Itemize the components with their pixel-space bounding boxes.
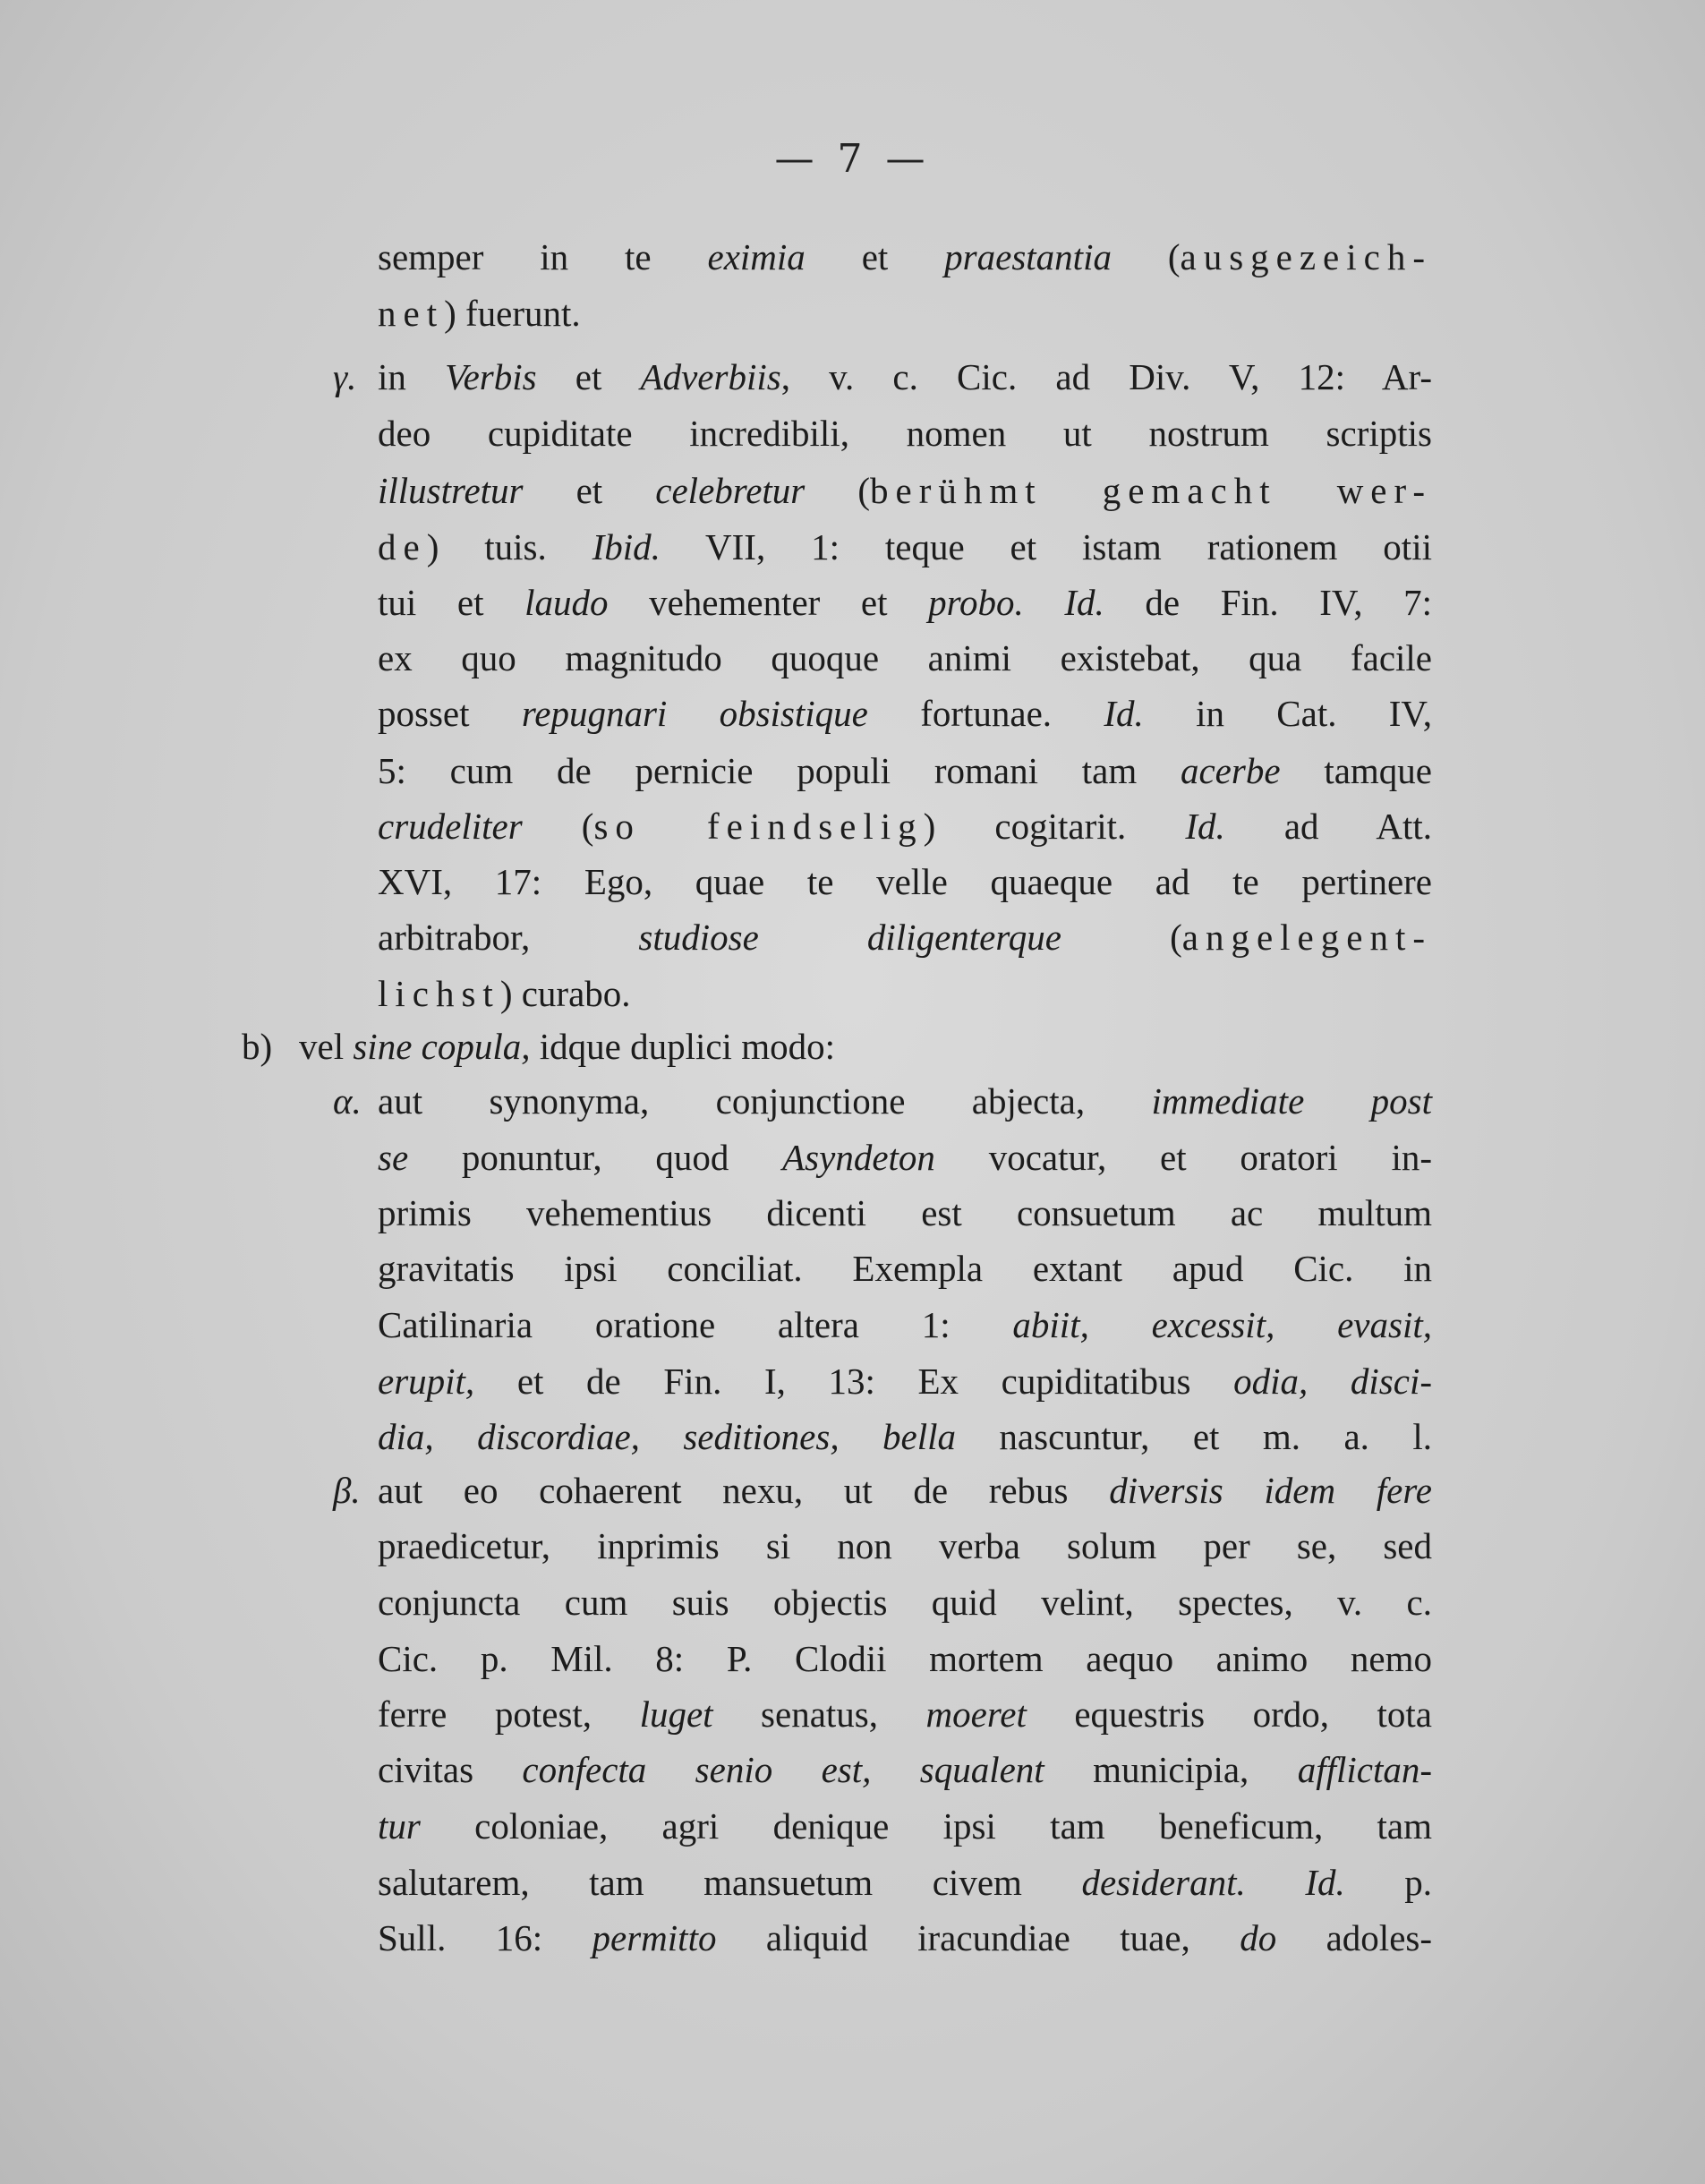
italic-run: crudeliter — [378, 806, 523, 847]
text-run: Catilinaria oratione altera 1: — [378, 1304, 1013, 1345]
page-number: — 7 — — [774, 136, 931, 182]
text-run: et de Fin. I, 13: Ex cupiditatibus — [474, 1361, 1234, 1402]
text-run: salutarem, tam mansuetum civem — [378, 1862, 1082, 1903]
italic-run: Id. — [1064, 582, 1104, 623]
text-run: 5: cum de pernicie populi romani tam — [378, 750, 1181, 791]
text-line — [378, 804, 1432, 849]
text-line — [378, 1747, 1432, 1792]
text-line — [378, 1414, 1432, 1459]
text-line — [378, 1359, 1432, 1403]
italic-run: eximia — [707, 236, 806, 277]
text-line — [378, 1692, 1432, 1736]
text-line — [378, 468, 1432, 513]
text-run: ex quo magnitudo quoque animi existebat, qua facile — [378, 637, 1432, 678]
italic-run: sine copula, — [353, 1026, 531, 1067]
text-run: municipia, — [1044, 1749, 1298, 1790]
italic-run: probo. — [928, 582, 1024, 623]
text-line — [299, 1024, 1432, 1069]
text-run: et — [523, 470, 656, 511]
text-run: equestris ordo, tota — [1026, 1693, 1432, 1735]
italic-run: Asyndeton — [782, 1137, 935, 1178]
text-run: ) cogitarit. — [923, 806, 1186, 847]
text-run: senatus, — [712, 1693, 926, 1735]
italic-run: permitto — [592, 1917, 717, 1958]
text-run: ad Att. — [1224, 806, 1432, 847]
text-line — [378, 859, 1432, 904]
text-line — [378, 915, 1432, 960]
text-line — [378, 1246, 1432, 1291]
text-run: de Fin. IV, 7: — [1104, 582, 1432, 623]
text-run: ) fuerunt. — [444, 293, 581, 334]
text-line — [378, 1636, 1432, 1681]
text-run: vel — [299, 1026, 354, 1067]
item-marker-alpha: α. — [333, 1080, 362, 1122]
text-run: Cic. p. Mil. 8: P. Clodii mortem aequo animo nemo — [378, 1638, 1432, 1679]
text-line — [378, 354, 1432, 399]
spaced-run: de — [378, 526, 427, 567]
spaced-run: ausgezeich- — [1180, 236, 1432, 277]
text-run: primis vehementius dicenti est consuetum ac multum — [378, 1192, 1432, 1233]
text-line — [378, 971, 631, 1016]
text-line — [378, 1079, 1432, 1123]
text-run: in Cat. IV, — [1143, 693, 1433, 734]
text-run: adoles- — [1276, 1917, 1432, 1958]
italic-run: afflictan- — [1297, 1749, 1432, 1790]
italic-run: confecta senio est, squalent — [522, 1749, 1044, 1790]
italic-run: laudo — [524, 582, 609, 623]
italic-run: celebretur — [655, 470, 806, 511]
italic-run: immediate post — [1151, 1080, 1432, 1122]
italic-run: studiose diligenterque — [638, 917, 1061, 958]
spaced-run: lichst — [378, 973, 500, 1014]
text-run: tamque — [1280, 750, 1432, 791]
text-run: ( — [1061, 917, 1182, 958]
text-run: aliquid iracundiae tuae, — [716, 1917, 1240, 1958]
text-run: vocatur, et oratori in- — [934, 1137, 1433, 1178]
text-run: posset — [378, 693, 522, 734]
spaced-run: so feindselig — [593, 806, 924, 847]
text-run: civitas — [378, 1749, 523, 1790]
text-run: idque duplici modo: — [530, 1026, 835, 1067]
text-line — [378, 1190, 1432, 1235]
text-line — [378, 1860, 1432, 1905]
text-run: coloniae, agri denique ipsi tam beneficum, tam — [420, 1805, 1432, 1847]
text-run: p. — [1344, 1862, 1432, 1903]
text-run: deo cupiditate incredibili, nomen ut nostrum scriptis — [378, 413, 1432, 454]
item-marker-b: b) — [242, 1026, 273, 1067]
italic-run: se — [378, 1137, 409, 1178]
text-line — [378, 691, 1432, 736]
italic-run: Id. — [1305, 1862, 1345, 1903]
text-run — [1024, 582, 1065, 623]
text-run: tui et — [378, 582, 525, 623]
spaced-run: berühmt gemacht wer- — [870, 470, 1432, 511]
italic-run: odia, disci- — [1233, 1361, 1432, 1402]
text-run: ( — [805, 470, 870, 511]
italic-run: abiit, excessit, evasit, — [1012, 1304, 1432, 1345]
spaced-run: angelegent- — [1181, 917, 1432, 958]
italic-run: praestantia — [944, 236, 1112, 277]
italic-run: luget — [639, 1693, 713, 1735]
text-run: ponuntur, quod — [408, 1137, 783, 1178]
italic-run: illustretur — [378, 470, 524, 511]
text-run: ( — [522, 806, 594, 847]
text-run: aut eo cohaerent nexu, ut de rebus — [378, 1470, 1110, 1511]
text-run: in — [378, 356, 446, 397]
text-run: VII, 1: teque et istam rationem otii — [660, 526, 1432, 567]
item-marker-beta: β. — [333, 1470, 361, 1511]
text-line — [378, 748, 1432, 793]
italic-run: tur — [378, 1805, 421, 1847]
text-run: arbitrabor, — [378, 917, 639, 958]
text-run: gravitatis ipsi conciliat. Exempla extant apud Cic. in — [378, 1248, 1432, 1289]
text-run: aut synonyma, conjunctione abjecta, — [378, 1080, 1152, 1122]
italic-run: Adverbiis — [640, 356, 781, 397]
italic-run: Id. — [1104, 693, 1144, 734]
text-line — [378, 1302, 1432, 1347]
text-line — [378, 525, 1432, 569]
text-line — [378, 235, 1432, 279]
text-line — [378, 1523, 1432, 1568]
italic-run: diversis idem fere — [1109, 1470, 1432, 1511]
text-run: Sull. 16: — [378, 1917, 592, 1958]
text-line — [378, 1468, 1432, 1513]
italic-run: do — [1240, 1917, 1277, 1958]
text-line — [378, 636, 1432, 680]
item-marker-gamma: γ. — [333, 356, 357, 397]
text-run: XVI, 17: Ego, quae te velle quaeque ad te pertinere — [378, 861, 1432, 902]
italic-run: Verbis — [445, 356, 537, 397]
text-run: semper in te — [378, 236, 708, 277]
text-run: vehementer et — [608, 582, 929, 623]
text-run: ( — [1111, 236, 1181, 277]
text-run: , v. c. Cic. ad Div. V, 12: Ar- — [780, 356, 1432, 397]
text-line — [378, 1580, 1432, 1625]
italic-run: Id. — [1185, 806, 1225, 847]
text-run: et — [536, 356, 641, 397]
text-line — [378, 291, 581, 336]
text-line — [378, 1135, 1432, 1180]
italic-run: moeret — [925, 1693, 1027, 1735]
text-run — [1246, 1862, 1306, 1903]
text-run: fortunae. — [867, 693, 1104, 734]
italic-run: dia, discordiae, seditiones, bella — [378, 1416, 956, 1457]
italic-run: repugnari obsistique — [521, 693, 868, 734]
italic-run: acerbe — [1180, 750, 1281, 791]
italic-run: Ibid. — [592, 526, 661, 567]
text-run: praedicetur, inprimis si non verba solum per se, sed — [378, 1525, 1432, 1566]
text-line — [378, 1804, 1432, 1848]
text-run: conjuncta cum suis objectis quid velint, spectes, v. c. — [378, 1582, 1432, 1623]
text-run: ferre potest, — [378, 1693, 640, 1735]
text-run: nascuntur, et m. a. l. — [955, 1416, 1432, 1457]
italic-run: desiderant. — [1081, 1862, 1246, 1903]
italic-run: erupit, — [378, 1361, 475, 1402]
text-run: ) tuis. — [426, 526, 592, 567]
text-line — [378, 1915, 1432, 1960]
text-line — [378, 411, 1432, 456]
text-line — [378, 580, 1432, 625]
text-run: et — [805, 236, 945, 277]
spaced-run: net — [378, 293, 445, 334]
text-run: ) curabo. — [499, 973, 631, 1014]
